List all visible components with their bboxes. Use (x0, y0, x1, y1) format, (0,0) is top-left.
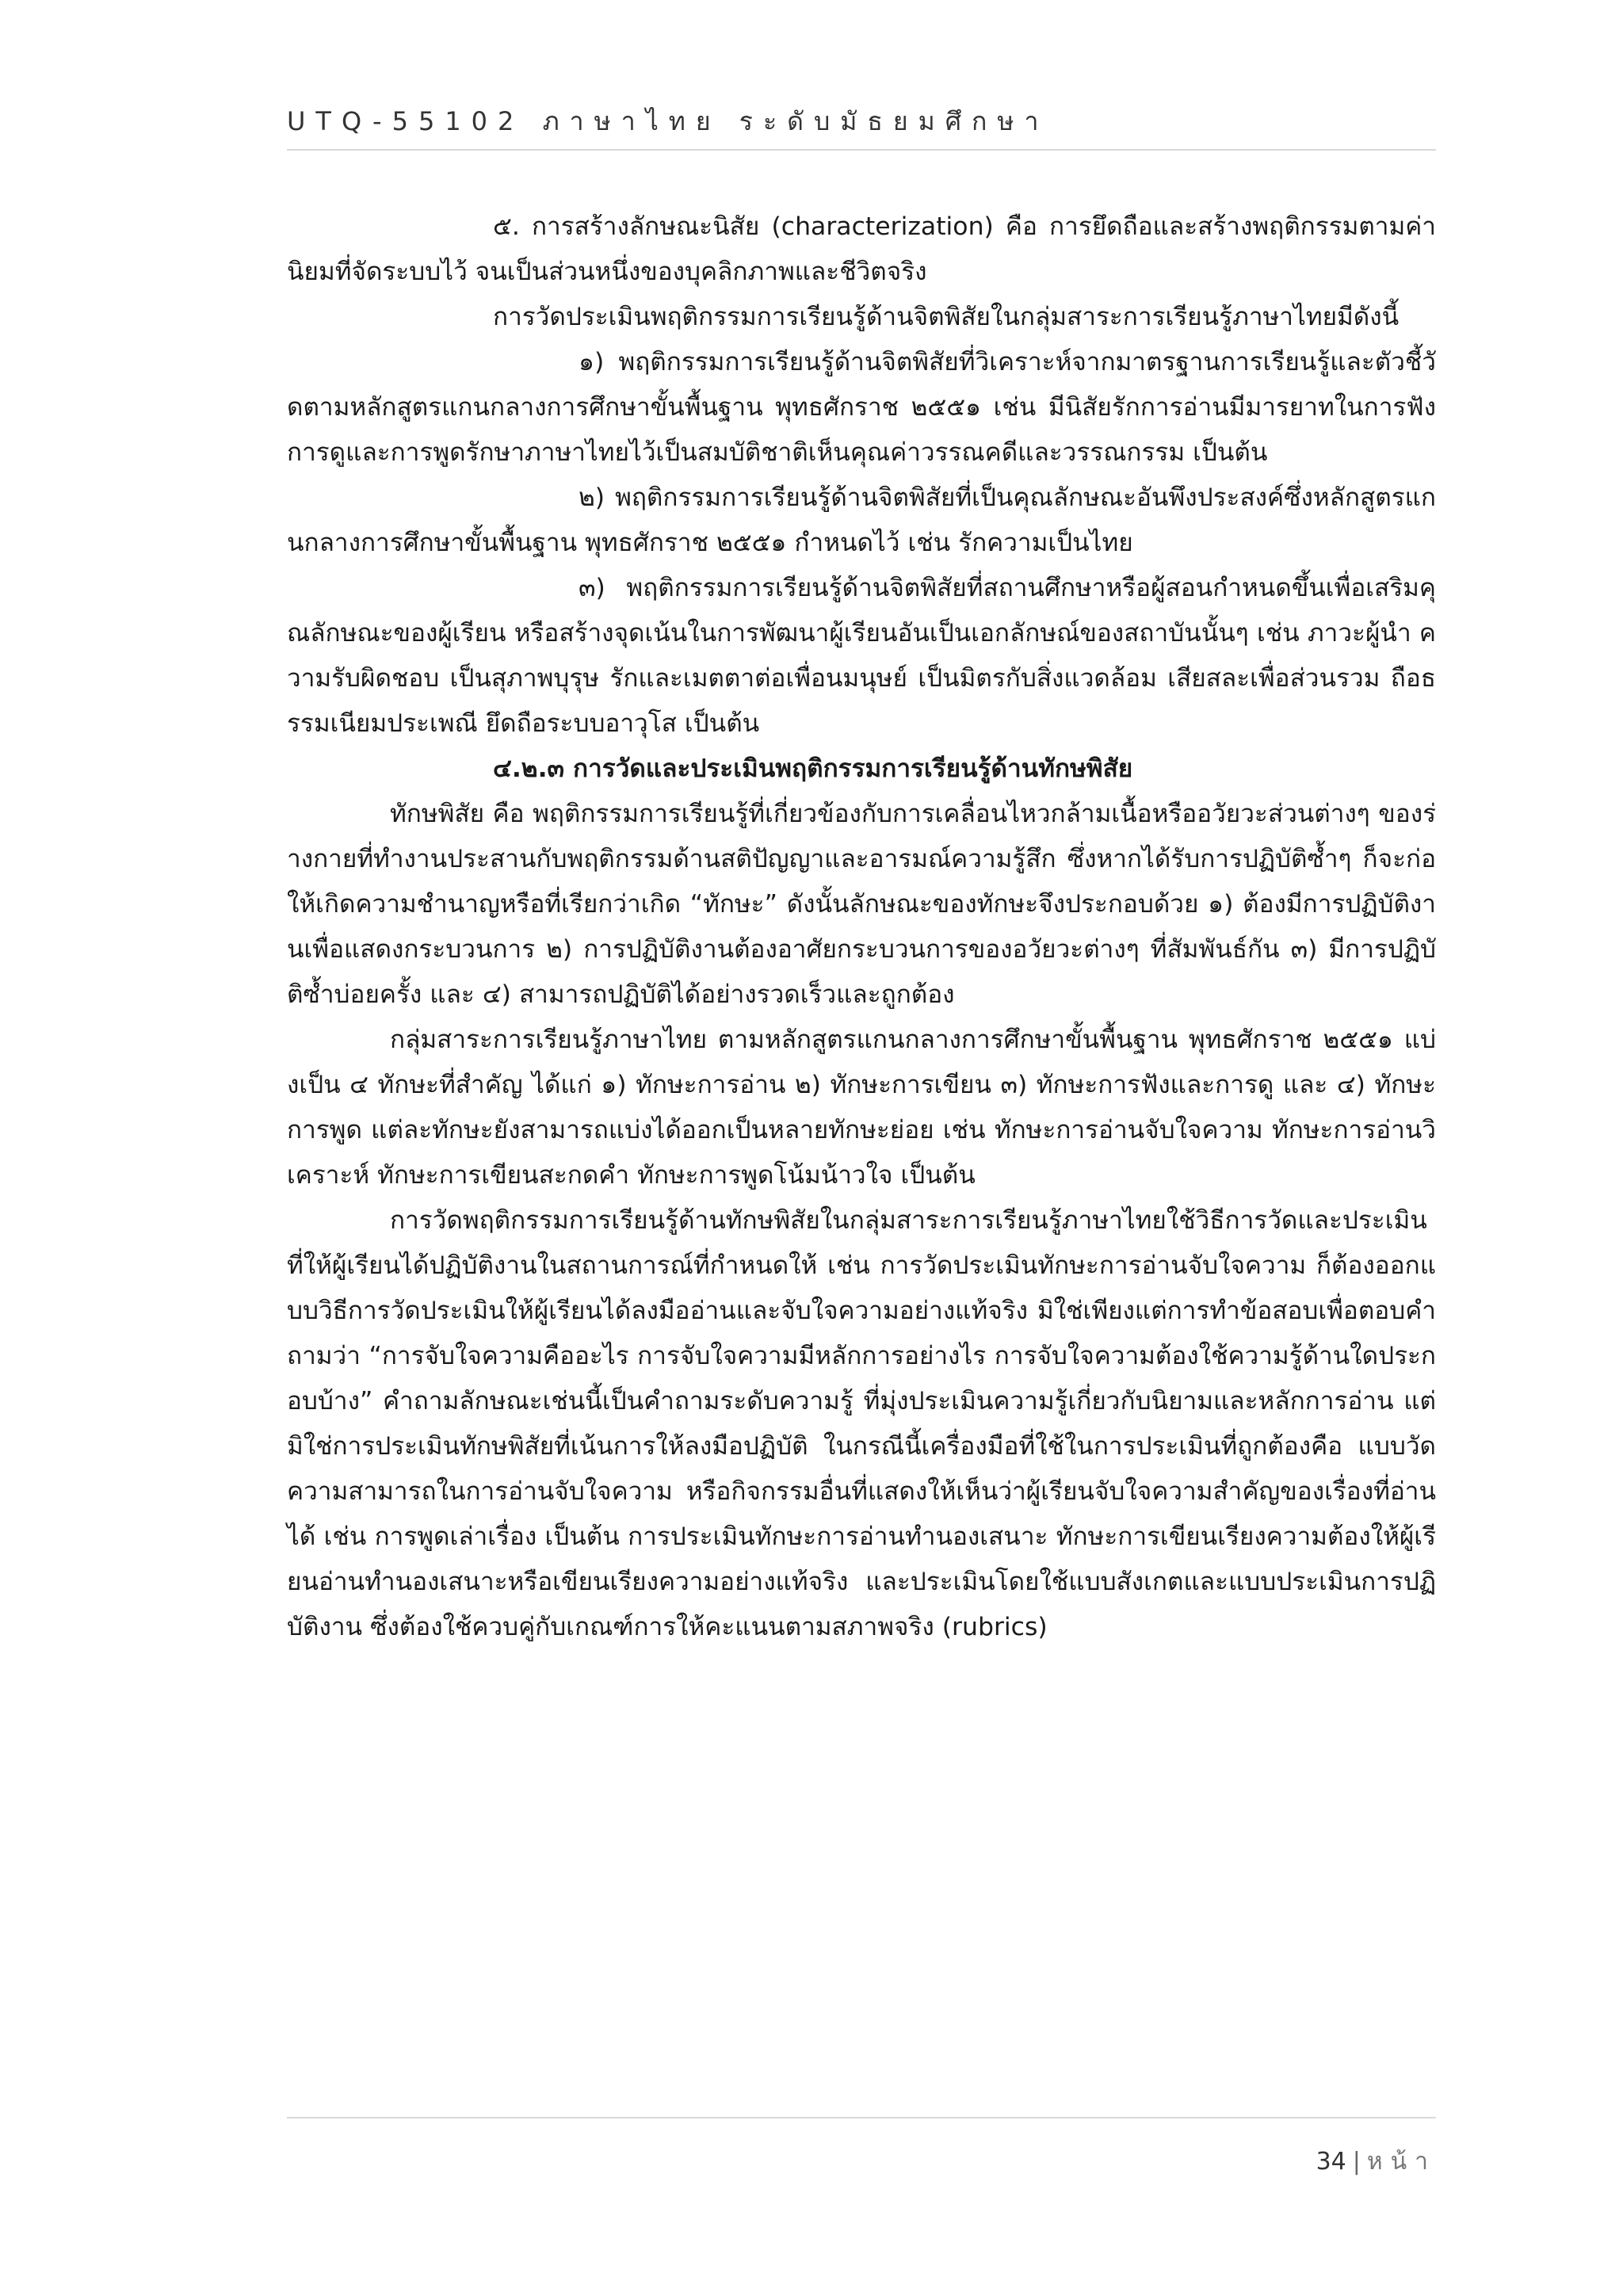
paragraph-affective-intro: การวัดประเมินพฤติกรรมการเรียนรู้ด้านจิตพิสัยในกลุ่มสาระการเรียนรู้ภาษาไทยมีดังนี้ (493, 303, 1400, 331)
paragraph-affective-item-2: ๒) พฤติกรรมการเรียนรู้ด้านจิตพิสัยที่เป็นคุณลักษณะอันพึงประสงค์ซึ่งหลักสูตรแกนกลางการศึกษาขั้นพื้นฐาน พุทธศักราช ๒๕๕๑ กำหนดไว้ เช่น รักความเป็นไทย (287, 483, 1436, 557)
page-footer (1316, 2143, 1436, 2180)
paragraph-characterization: ๕. การสร้างลักษณะนิสัย (characterization) คือ การยึดถือและสร้างพฤติกรรมตามค่านิยมที่จัดระบบไว้ จนเป็นส่วนหนึ่งของบุคลิกภาพและชีวิตจริง (287, 212, 1436, 286)
running-header: UTQ-55102 ภาษาไทย ระดับมัธยมศึกษา (287, 106, 1049, 136)
page-body (287, 204, 1436, 1650)
page-label: หน้า (1366, 2148, 1436, 2176)
paragraph-psychomotor-assessment: การวัดพฤติกรรมการเรียนรู้ด้านทักษพิสัยในกลุ่มสาระการเรียนรู้ภาษาไทยใช้วิธีการวัดและประเมินที่ให้ผู้เรียนได้ปฏิบัติงานในสถานการณ์ที่กำหนดให้ เช่น การวัดประเมินทักษะการอ่านจับใจความ ก็ต้องออกแบบวิธีการวัดประเมินให้ผู้เรียนได้ลงมืออ่านและจับใจความอย่างแท้จริง มิใช่เพียงแต่การทำข้อสอบเพื่อตอบคำถามว่า “การจับใจความคืออะไร การจับใจความมีหลักการอย่างไร การจับใจความต้องใช้ความรู้ด้านใดประกอบบ้าง” คำถามลักษณะเช่นนี้เป็นคำถามระดับความรู้ ที่มุ่งประเมินความรู้เกี่ยวกับนิยามและหลักการอ่าน แต่มิใช่การประเมินทักษพิสัยที่เน้นการให้ลงมือปฏิบัติ ในกรณีนี้เครื่องมือที่ใช้ในการประเมินที่ถูกต้องคือ แบบวัดความสามารถในการอ่านจับใจความ หรือกิจกรรมอื่นที่แสดงให้เห็นว่าผู้เรียนจับใจความสำคัญของเรื่องที่อ่านได้ เช่น การพูดเล่าเรื่อง เป็นต้น การประเมินทักษะการอ่านทำนองเสนาะ ทักษะการเขียนเรียงความต้องให้ผู้เรียนอ่านทำนองเสนาะหรือเขียนเรียงความอย่างแท้จริง และประเมินโดยใช้แบบสังเกตและแบบประเมินการปฏิบัติงาน ซึ่งต้องใช้ควบคู่กับเกณฑ์การให้คะแนนตามสภาพจริง (rubrics) (287, 1206, 1436, 1641)
header-divider (287, 149, 1436, 151)
footer-separator: | (1352, 2148, 1361, 2176)
footer-divider (287, 2117, 1436, 2118)
paragraph-psychomotor-definition: ทักษพิสัย คือ พฤติกรรมการเรียนรู้ที่เกี่ยวข้องกับการเคลื่อนไหวกล้ามเนื้อหรืออวัยวะส่วนต่างๆ ของร่างกายที่ทำงานประสานกับพฤติกรรมด้านสติปัญญาและอารมณ์ความรู้สึก ซึ่งหากได้รับการปฏิบัติซ้ำๆ ก็จะก่อให้เกิดความชำนาญหรือที่เรียกว่าเกิด “ทักษะ” ดังนั้นลักษณะของทักษะจึงประกอบด้วย ๑) ต้องมีการปฏิบัติงานเพื่อแสดงกระบวนการ ๒) การปฏิบัติงานต้องอาศัยกระบวนการของอวัยวะต่างๆ ที่สัมพันธ์กัน ๓) มีการปฏิบัติซ้ำบ่อยครั้ง และ ๔) สามารถปฏิบัติได้อย่างรวดเร็วและถูกต้อง (287, 800, 1436, 1009)
section-heading: ๔.๒.๓ การวัดและประเมินพฤติกรรมการเรียนรู้ด้านทักษพิสัย (493, 755, 1133, 783)
paragraph-thai-skills: กลุ่มสาระการเรียนรู้ภาษาไทย ตามหลักสูตรแกนกลางการศึกษาขั้นพื้นฐาน พุทธศักราช ๒๕๕๑ แบ่งเป็น ๔ ทักษะที่สำคัญ ได้แก่ ๑) ทักษะการอ่าน ๒) ทักษะการเขียน ๓) ทักษะการฟังและการดู และ ๔) ทักษะการพูด แต่ละทักษะยังสามารถแบ่งได้ออกเป็นหลายทักษะย่อย เช่น ทักษะการอ่านจับใจความ ทักษะการอ่านวิเคราะห์ ทักษะการเขียนสะกดคำ ทักษะการพูดโน้มน้าวใจ เป็นต้น (287, 1026, 1436, 1190)
paragraph-affective-item-3: ๓) พฤติกรรมการเรียนรู้ด้านจิตพิสัยที่สถานศึกษาหรือผู้สอนกำหนดขึ้นเพื่อเสริมคุณลักษณะของผู้เรียน หรือสร้างจุดเน้นในการพัฒนาผู้เรียนอันเป็นเอกลักษณ์ของสถาบันนั้นๆ เช่น ภาวะผู้นำ ความรับผิดชอบ เป็นสุภาพบุรุษ รักและเมตตาต่อเพื่อนมนุษย์ เป็นมิตรกับสิ่งแวดล้อม เสียสละเพื่อส่วนรวม ถือธรรมเนียมประเพณี ยึดถือระบบอาวุโส เป็นต้น (287, 574, 1436, 738)
page-number: 34 (1316, 2148, 1346, 2176)
paragraph-affective-item-1: ๑) พฤติกรรมการเรียนรู้ด้านจิตพิสัยที่วิเคราะห์จากมาตรฐานการเรียนรู้และตัวชี้วัดตามหลักสูตรแกนกลางการศึกษาขั้นพื้นฐาน พุทธศักราช ๒๕๕๑ เช่น มีนิสัยรักการอ่านมีมารยาทในการฟัง การดูและการพูดรักษาภาษาไทยไว้เป็นสมบัติชาติเห็นคุณค่าวรรณคดีและวรรณกรรม เป็นต้น (287, 348, 1436, 467)
